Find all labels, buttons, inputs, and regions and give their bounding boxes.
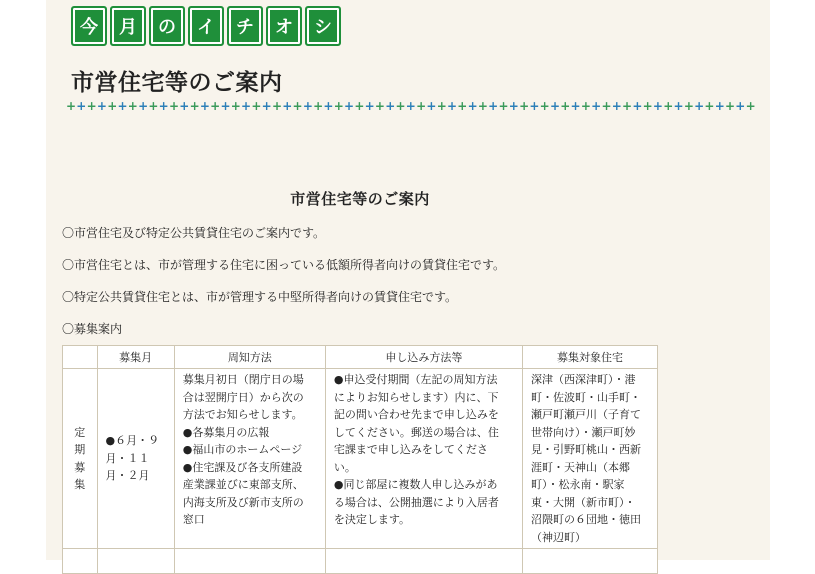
divider-sparkle-icon: + (302, 99, 313, 113)
table-header: 募集月 (97, 346, 174, 369)
divider-sparkle-icon: + (591, 99, 602, 113)
divider-sparkle-icon: + (241, 99, 252, 113)
divider-sparkle-icon: + (66, 99, 77, 113)
divider-sparkle-icon: + (158, 99, 169, 113)
divider-sparkle-icon: + (86, 99, 97, 113)
public-housing-paragraph: 〇市営住宅とは、市が管理する住宅に困っている低額所得者向けの賃貸住宅です。 (62, 258, 506, 272)
divider-sparkle-icon: + (271, 99, 282, 113)
divider-sparkle-icon: + (570, 99, 581, 113)
divider-sparkle-icon: + (611, 99, 622, 113)
divider-sparkle-icon: + (652, 99, 663, 113)
divider-sparkle-icon: + (168, 99, 180, 113)
divider-sparkle-icon: + (76, 99, 87, 113)
table-header: 申し込み方法等 (325, 346, 522, 369)
divider-sparkle-icon: + (282, 99, 293, 113)
badge-char: オ (266, 6, 302, 46)
divider-sparkle-icon: + (261, 99, 272, 113)
divider-sparkle-icon: + (210, 99, 221, 113)
divider-sparkle-icon: + (107, 99, 118, 113)
table-header: 募集対象住宅 (522, 346, 657, 369)
recruitment-heading: 〇募集案内 (62, 322, 123, 336)
divider-sparkle-icon: + (96, 99, 107, 113)
divider-sparkle-icon: + (560, 99, 571, 113)
divider-sparkle-icon: + (127, 99, 138, 113)
divider-sparkle-icon: + (508, 99, 519, 113)
special-housing-paragraph: 〇特定公共賃貸住宅とは、市が管理する中堅所得者向けの賃貸住宅です。 (62, 290, 458, 304)
divider-sparkle-icon: + (189, 99, 200, 113)
divider-sparkle-icon: + (519, 99, 530, 113)
page-title: 市営住宅等のご案内 (71, 70, 283, 96)
badge-char: の (149, 6, 185, 46)
divider-sparkle-icon: + (385, 99, 396, 113)
divider-sparkle-icon: + (374, 99, 385, 113)
table-header: 周知方法 (174, 346, 325, 369)
divider-sparkle-icon: + (344, 99, 355, 113)
table-cell-category: 定 期 募 集 (63, 369, 98, 549)
divider-sparkle-icon: + (539, 99, 550, 113)
divider-sparkle-icon: + (529, 99, 540, 113)
divider-sparkle-icon: + (364, 99, 375, 113)
badge-char: シ (305, 6, 341, 46)
divider-sparkle-icon: + (601, 99, 612, 113)
divider-sparkle-icon: + (199, 99, 210, 113)
table-cell-housing: 深津（西深津町）・港 町・佐波町・山手町・ 瀬戸町瀬戸川（子育て 世帯向け）・瀬戸町妙 見・引野町桃山・西新 涯町・天神山（本郷 町）・松永南・駅家 東・大開（新市町）・ 沼隈町の６団地・徳田 （神辺町） (522, 369, 657, 549)
divider-sparkle-icon: + (230, 99, 241, 113)
divider-sparkle-icon: + (488, 99, 499, 113)
table-cell-notice: 募集月初日（閉庁日の場 合は翌開庁日）から次の 方法でお知らせします。 ●各募集月の広報 ●福山市のホームページ ●住宅課及び各支所建設 産業課並びに東部支所、 内海支所及び新市支所の 窓口 (174, 369, 325, 549)
badge-char: チ (227, 6, 263, 46)
divider-sparkle-icon: + (395, 99, 406, 113)
badge-char: 月 (110, 6, 146, 46)
divider-sparkle-icon: + (642, 99, 653, 113)
divider-sparkle-icon: + (436, 99, 447, 113)
divider-sparkle-icon: + (549, 99, 561, 113)
divider-sparkle-icon: + (632, 99, 643, 113)
divider-sparkle-icon: + (714, 99, 725, 113)
table-header-row (63, 346, 658, 369)
divider-sparkle-icon: + (663, 99, 674, 113)
table-cell-month: ●６月・９ 月・１１ 月・２月 (97, 369, 174, 549)
divider-sparkle-icon: + (735, 99, 746, 113)
divider-sparkle-icon: + (416, 99, 427, 113)
divider-sparkle-icon: + (446, 99, 458, 113)
divider-sparkle-icon: + (117, 99, 128, 113)
divider-sparkle-icon: + (683, 99, 694, 113)
divider-sparkle-icon: + (333, 99, 344, 113)
divider-sparkle-icon: + (704, 99, 715, 113)
divider-sparkle-icon: + (745, 99, 756, 113)
divider-sparkle-icon: + (323, 99, 334, 113)
main-content (62, 188, 658, 574)
table-header (63, 346, 98, 369)
recruitment-table (62, 345, 658, 574)
divider-sparkle-icon: + (354, 99, 365, 113)
dotted-divider (66, 99, 756, 113)
badge-char: 今 (71, 6, 107, 46)
divider-sparkle-icon: + (405, 99, 416, 113)
divider-sparkle-icon: + (622, 99, 633, 113)
divider-sparkle-icon: + (673, 99, 684, 113)
divider-sparkle-icon: + (292, 99, 303, 113)
divider-sparkle-icon: + (313, 99, 324, 113)
section-heading: 市営住宅等のご案内 (290, 190, 430, 208)
table-cell-apply: ●申込受付期間（左記の周知方法 によりお知らせします）内に、下 記の問い合わせ先まで申し込みを してください。郵送の場合は、住 宅課まで申し込みをしてくださ い。 ●同じ部屋に複数人申し込みがあ る場合は、公開抽選により入居者 を決定します。 (325, 369, 522, 549)
divider-sparkle-icon: + (179, 99, 190, 113)
divider-sparkle-icon: + (694, 99, 705, 113)
divider-sparkle-icon: + (148, 99, 159, 113)
pickup-badges (71, 6, 341, 46)
badge-char: イ (188, 6, 224, 46)
divider-sparkle-icon: + (498, 99, 509, 113)
table-row (63, 369, 658, 549)
divider-sparkle-icon: + (251, 99, 262, 113)
divider-sparkle-icon: + (138, 99, 149, 113)
divider-sparkle-icon: + (467, 99, 478, 113)
table-row (63, 549, 658, 574)
divider-sparkle-icon: + (426, 99, 437, 113)
divider-sparkle-icon: + (725, 99, 736, 113)
intro-paragraph: 〇市営住宅及び特定公共賃貸住宅のご案内です。 (62, 226, 326, 240)
divider-sparkle-icon: + (220, 99, 231, 113)
divider-sparkle-icon: + (580, 99, 591, 113)
divider-sparkle-icon: + (457, 99, 468, 113)
divider-sparkle-icon: + (477, 99, 488, 113)
